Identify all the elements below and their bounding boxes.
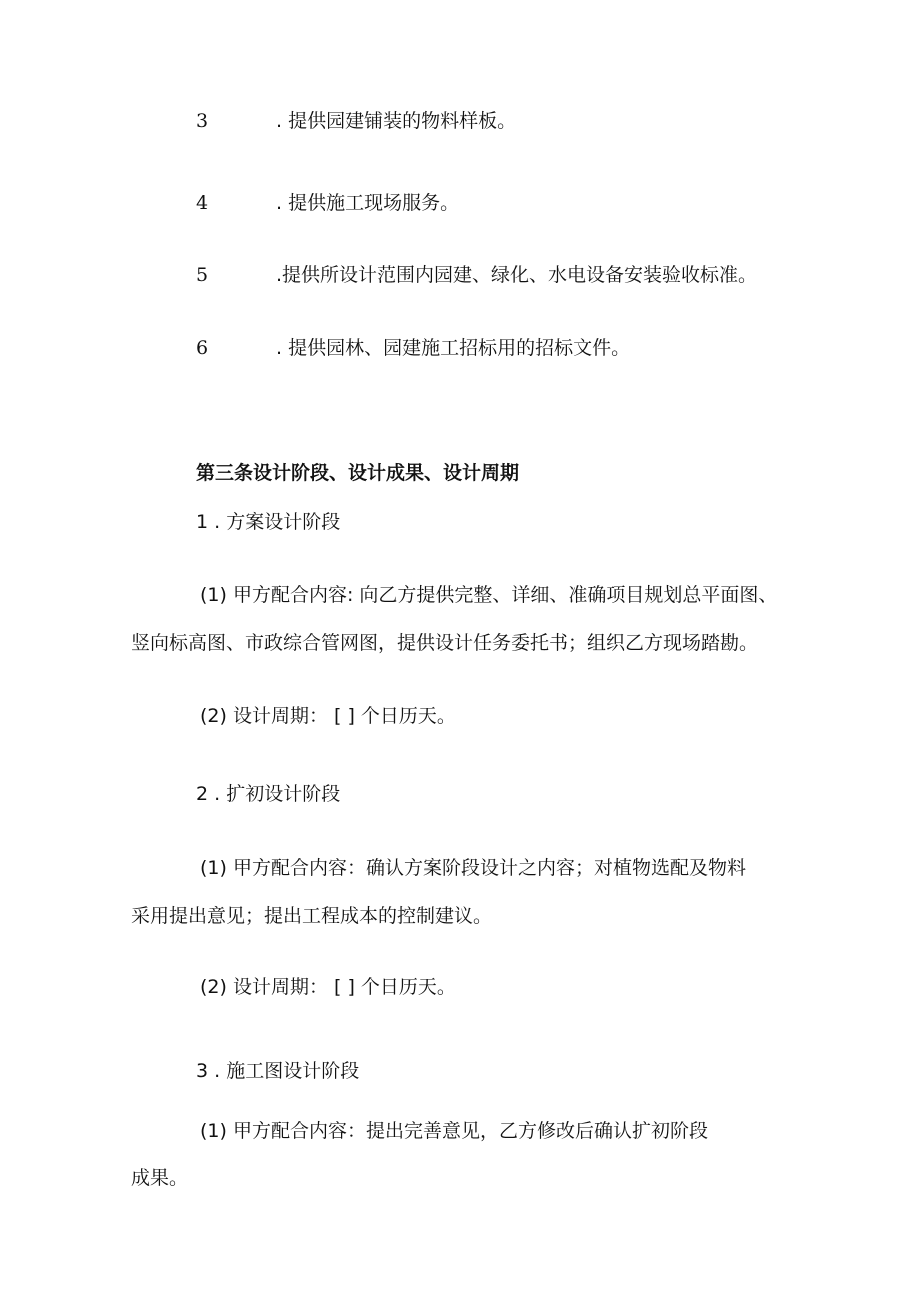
list-item-5: .提供所设计范围内园建、绿化、水电设备安装验收标准。 — [276, 264, 758, 286]
stage2-item2: (2) 设计周期： [ ] 个日历天。 — [200, 976, 456, 998]
stage1-item2: (2) 设计周期： [ ] 个日历天。 — [200, 705, 456, 727]
stage3-item1-line1: (1) 甲方配合内容：提出完善意见，乙方修改后确认扩初阶段 — [200, 1120, 708, 1142]
stage2-item1-line1: (1) 甲方配合内容：确认方案阶段设计之内容；对植物选配及物料 — [200, 857, 746, 879]
stage2-item1-line2: 采用提出意见；提出工程成本的控制建议。 — [131, 905, 493, 927]
list-number-3: 3 — [196, 110, 209, 132]
list-item-6: . 提供园林、园建施工招标用的招标文件。 — [276, 337, 631, 359]
stage3-title: 3 . 施工图设计阶段 — [196, 1060, 360, 1082]
stage1-title: 1 . 方案设计阶段 — [196, 511, 341, 533]
list-number-4: 4 — [196, 192, 209, 214]
stage1-item1-line2: 竖向标高图、市政综合管网图，提供设计任务委托书；组织乙方现场踏勘。 — [131, 632, 759, 654]
stage2-title: 2 . 扩初设计阶段 — [196, 783, 341, 805]
stage1-item1-line1: (1) 甲方配合内容: 向乙方提供完整、详细、准确项目规划总平面图、 — [200, 584, 778, 606]
list-number-6: 6 — [196, 337, 209, 359]
list-item-3: . 提供园建铺装的物料样板。 — [276, 110, 517, 132]
article-heading: 第三条设计阶段、设计成果、设计周期 — [196, 462, 520, 484]
stage3-item1-line2: 成果。 — [131, 1167, 189, 1189]
list-number-5: 5 — [196, 264, 209, 286]
list-item-4: . 提供施工现场服务。 — [276, 192, 460, 214]
